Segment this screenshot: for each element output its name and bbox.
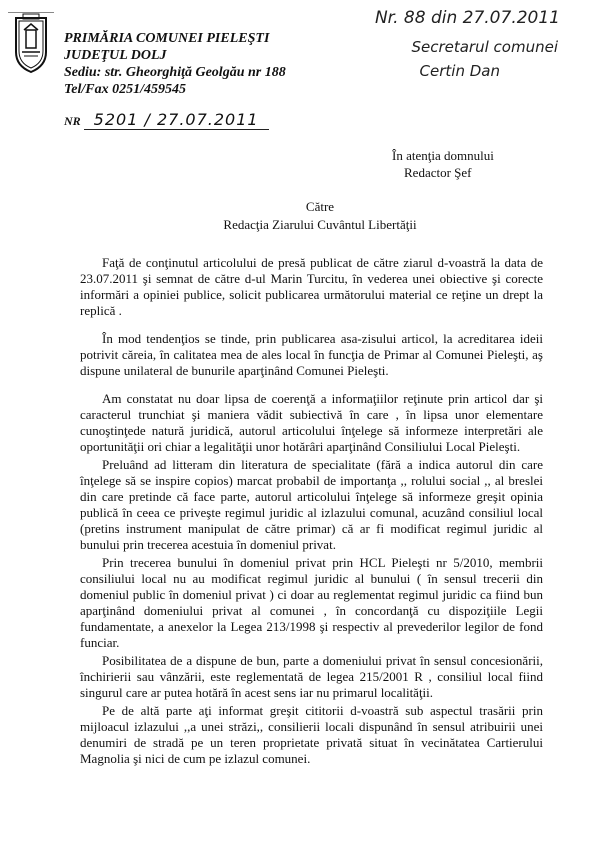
crest-icon — [6, 8, 56, 74]
paragraph: Faţă de conţinutul articolului de presă publicat de către ziarul d-voastră la data de 23.07.2011 şi semnat de către d-ul Marin Turcitu, în vederea unei obiective şi corecte informări a opiniei publice, solicit publicarea următorului material ce reţine un drept la replică . — [80, 255, 543, 318]
addressee-newspaper: Redacţia Ziarului Cuvântul Libertăţii — [223, 217, 417, 232]
registration-number — [64, 110, 269, 129]
attention-recipient: Redactor Şef — [404, 165, 472, 180]
phone-fax-line: Tel/Fax 0251/459545 — [64, 82, 186, 97]
nr-value: 5201 / 27.07.2011 — [84, 110, 269, 130]
county-name: JUDEŢUL DOLJ — [64, 48, 167, 63]
nr-label: NR — [64, 114, 81, 128]
addressee-block — [0, 198, 600, 234]
handwritten-secretary-title: Secretarul comunei — [411, 38, 558, 56]
addressee-to: Către — [305, 199, 335, 214]
paragraph: Preluând ad litteram din literatura de specialitate (fără a indica autorul din care înţelege să se inspire copios) marcat probabil de importanţa ,, rolului social ,, al breslei din care pretinde că face parte, autorul articolului înţelege să informeze greşit opinia publică în ceea ce priveşte regimul juridic al izlazului comunal, acuzând consiliul local (pretins instrument manipulat de către primar) că ar fi modificat regimul juridic al bunului prin trecerea acestuia în domeniul privat. — [80, 457, 543, 552]
coat-of-arms-logo — [6, 8, 56, 74]
address-line: Sediu: str. Gheorghiţă Geolgău nr 188 — [64, 65, 286, 80]
institution-name: PRIMĂRIA COMUNEI PIELEŞTI — [64, 31, 270, 46]
crest-caption-line — [8, 8, 54, 13]
attention-line: În atenţia domnului — [392, 148, 494, 163]
letter-body — [80, 255, 543, 769]
attention-block — [392, 147, 494, 181]
paragraph: Am constatat nu doar lipsa de coerenţă a informaţiilor reţinute prin articol dar şi caracterul trunchiat şi maniera vădit subiectivă în care , în lipsa unor elementare cunoştinţede natură juridică, autorul articolului înţelege să informeze interpretări ale oportunităţii ori chiar a legalităţii unor hotărâri aparţinând Consiliului Local Pieleşti. — [80, 391, 543, 454]
handwritten-secretary-name: Certin Dan — [419, 62, 500, 80]
letterhead — [64, 30, 286, 98]
paragraph: Prin trecerea bunului în domeniul privat prin HCL Pieleşti nr 5/2010, membrii consiliului local nu au modificat regimul juridic al bunului ( în sensul trecerii din domeniul public în domeniul privat ) ci doar au reglementat regimul juridic ca fiind bun aparţinând domeniului privat al comunei , în concordanţă cu dispoziţiile Legii fundamentate, a anexelor la Legea 213/1998 şi respectiv al prevederilor legilor de fond funciar. — [80, 555, 543, 650]
paragraph: Pe de altă parte aţi informat greşit cititorii d-voastră sub aspectul trasării prin mijloacul izlazului ,,a unei străzi,, consilierii locali dispunând în sensul atribuirii unei denumiri de stradă pe un teren proprietate privată situat în vecinătatea Cartierului Magnolia şi nici de cum pe izlazul comunei. — [80, 703, 543, 766]
paragraph: În mod tendenţios se tinde, prin publicarea asa-zisului articol, la acreditarea ideii potrivit căreia, în calitatea mea de ales local în funcţia de Primar al Comunei Pieleşti, aş dispune unilateral de bunurile aparţinând Comunei Pieleşti. — [80, 331, 543, 378]
handwritten-registration: Nr. 88 din 27.07.2011 — [374, 8, 560, 28]
paragraph: Posibilitatea de a dispune de bun, parte a domeniului privat în sensul concesionării, închirierii sau vânzării, este reglementată de legea 215/2001 R , consiliul local fiind singurul care ar putea hotără în acest sens iar nu primarul localităţii. — [80, 653, 543, 700]
